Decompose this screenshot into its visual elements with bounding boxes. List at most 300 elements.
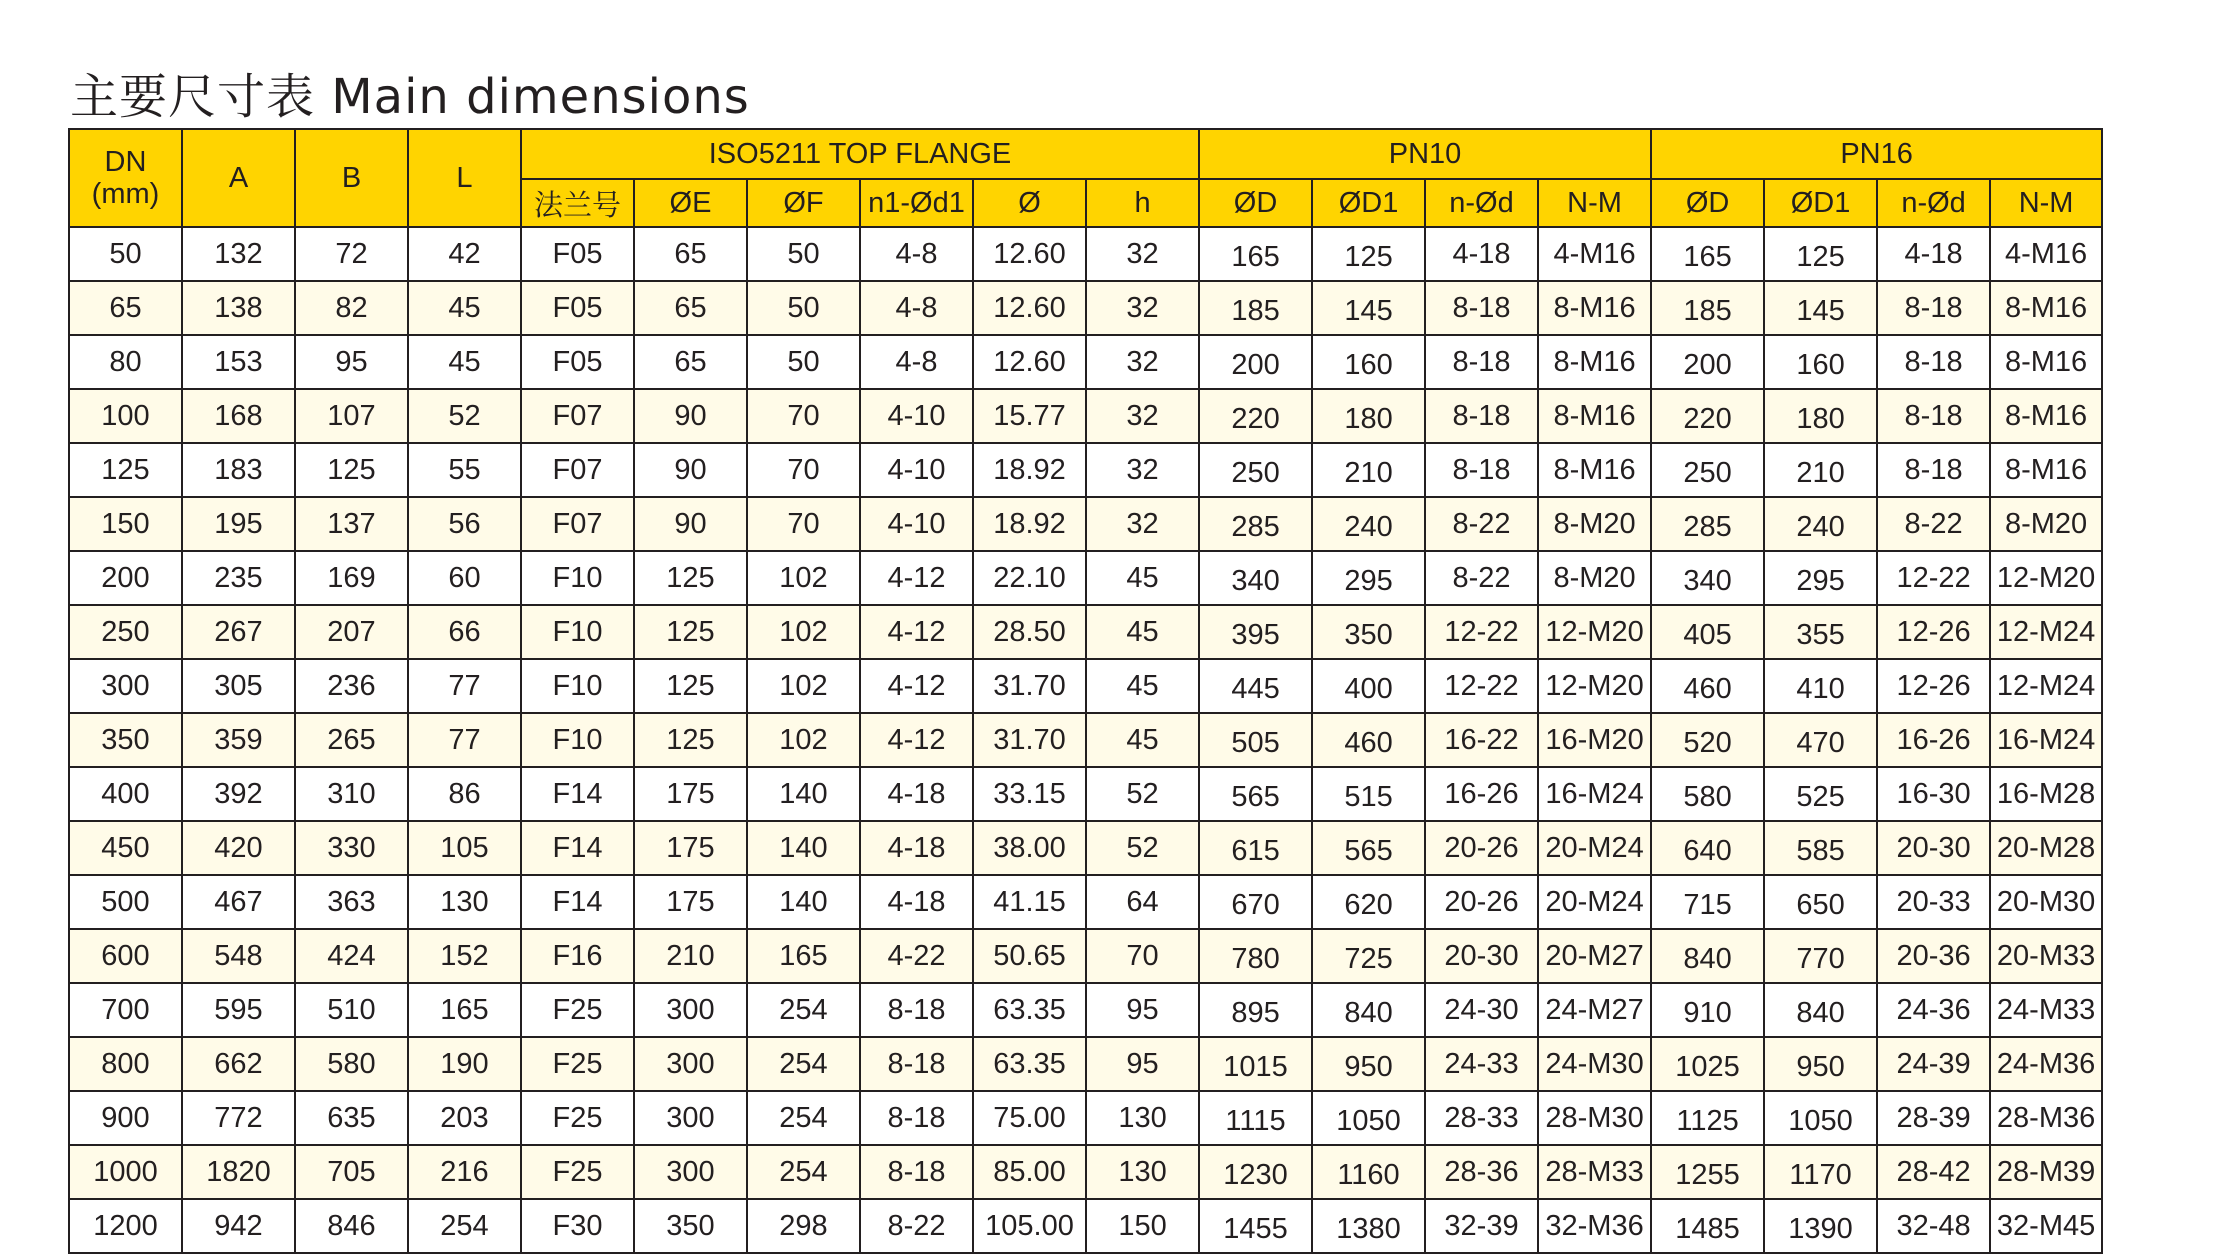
- cell-pn16-n-d: 32-48: [1877, 1199, 1990, 1253]
- cell-f: 254: [747, 1037, 860, 1091]
- cell-diameter: 15.77: [973, 389, 1086, 443]
- cell-e: 175: [634, 821, 747, 875]
- cell-h: 32: [1086, 335, 1199, 389]
- cell-h: 70: [1086, 929, 1199, 983]
- cell-f: 254: [747, 1091, 860, 1145]
- cell-pn10-n-d: 12-22: [1425, 605, 1538, 659]
- cell-pn16-d: 220: [1651, 389, 1764, 443]
- cell-l: 77: [408, 713, 521, 767]
- cell-b: 125: [295, 443, 408, 497]
- cell-dn: 125: [69, 443, 182, 497]
- cell-flange-no: F16: [521, 929, 634, 983]
- cell-pn16-n-d: 28-39: [1877, 1091, 1990, 1145]
- cell-pn16-d1: 470: [1764, 713, 1877, 767]
- cell-pn10-n-d: 8-22: [1425, 551, 1538, 605]
- cell-pn16-n-m: 16-M28: [1990, 767, 2102, 821]
- cell-pn16-d: 285: [1651, 497, 1764, 551]
- header-b: B: [295, 129, 408, 227]
- cell-pn10-d1: 210: [1312, 443, 1425, 497]
- table-row: [69, 821, 2102, 875]
- cell-b: 107: [295, 389, 408, 443]
- cell-f: 70: [747, 443, 860, 497]
- cell-h: 32: [1086, 389, 1199, 443]
- cell-n1-d1: 4-10: [860, 389, 973, 443]
- cell-l: 45: [408, 281, 521, 335]
- cell-pn10-n-m: 28-M33: [1538, 1145, 1651, 1199]
- cell-f: 140: [747, 875, 860, 929]
- cell-b: 846: [295, 1199, 408, 1253]
- table-row: [69, 497, 2102, 551]
- cell-b: 635: [295, 1091, 408, 1145]
- cell-pn10-d: 895: [1199, 983, 1312, 1037]
- cell-pn10-d: 565: [1199, 767, 1312, 821]
- cell-dn: 1000: [69, 1145, 182, 1199]
- cell-a: 1820: [182, 1145, 295, 1199]
- cell-pn16-n-m: 24-M33: [1990, 983, 2102, 1037]
- cell-n1-d1: 4-18: [860, 875, 973, 929]
- cell-pn16-n-m: 12-M24: [1990, 659, 2102, 713]
- cell-flange-no: F07: [521, 497, 634, 551]
- cell-pn10-d1: 1380: [1312, 1199, 1425, 1253]
- cell-l: 130: [408, 875, 521, 929]
- header-pn10: PN10: [1199, 129, 1651, 179]
- cell-diameter: 31.70: [973, 659, 1086, 713]
- cell-pn16-n-m: 28-M36: [1990, 1091, 2102, 1145]
- cell-e: 300: [634, 1037, 747, 1091]
- subheader-n1-d1: n1-Ød1: [860, 179, 973, 227]
- cell-n1-d1: 4-18: [860, 821, 973, 875]
- cell-b: 705: [295, 1145, 408, 1199]
- cell-e: 65: [634, 335, 747, 389]
- cell-n1-d1: 4-12: [860, 605, 973, 659]
- cell-pn16-n-m: 4-M16: [1990, 227, 2102, 281]
- cell-l: 55: [408, 443, 521, 497]
- cell-b: 363: [295, 875, 408, 929]
- cell-e: 350: [634, 1199, 747, 1253]
- cell-l: 66: [408, 605, 521, 659]
- cell-pn16-n-m: 16-M24: [1990, 713, 2102, 767]
- cell-pn10-d1: 240: [1312, 497, 1425, 551]
- cell-dn: 250: [69, 605, 182, 659]
- cell-flange-no: F07: [521, 443, 634, 497]
- cell-b: 236: [295, 659, 408, 713]
- cell-pn16-d: 1255: [1651, 1145, 1764, 1199]
- cell-l: 56: [408, 497, 521, 551]
- cell-pn10-n-d: 20-26: [1425, 821, 1538, 875]
- cell-pn16-d1: 125: [1764, 227, 1877, 281]
- cell-flange-no: F25: [521, 1037, 634, 1091]
- table-row: [69, 1091, 2102, 1145]
- cell-pn10-n-d: 8-18: [1425, 335, 1538, 389]
- cell-pn10-d: 220: [1199, 389, 1312, 443]
- cell-flange-no: F10: [521, 713, 634, 767]
- cell-dn: 50: [69, 227, 182, 281]
- cell-pn16-d1: 240: [1764, 497, 1877, 551]
- table-row: [69, 659, 2102, 713]
- cell-pn10-d1: 400: [1312, 659, 1425, 713]
- cell-e: 175: [634, 767, 747, 821]
- cell-pn10-n-d: 24-30: [1425, 983, 1538, 1037]
- cell-dn: 350: [69, 713, 182, 767]
- cell-pn10-d1: 125: [1312, 227, 1425, 281]
- cell-f: 102: [747, 605, 860, 659]
- cell-b: 72: [295, 227, 408, 281]
- cell-flange-no: F10: [521, 551, 634, 605]
- cell-dn: 500: [69, 875, 182, 929]
- cell-diameter: 12.60: [973, 227, 1086, 281]
- cell-dn: 150: [69, 497, 182, 551]
- cell-pn16-n-m: 8-M20: [1990, 497, 2102, 551]
- cell-n1-d1: 8-18: [860, 1037, 973, 1091]
- cell-flange-no: F07: [521, 389, 634, 443]
- cell-flange-no: F14: [521, 821, 634, 875]
- cell-flange-no: F05: [521, 227, 634, 281]
- cell-pn16-n-d: 8-18: [1877, 389, 1990, 443]
- cell-e: 65: [634, 281, 747, 335]
- header-dn: [69, 129, 182, 227]
- cell-pn10-n-d: 16-26: [1425, 767, 1538, 821]
- cell-h: 64: [1086, 875, 1199, 929]
- table-row: [69, 713, 2102, 767]
- cell-pn10-d: 445: [1199, 659, 1312, 713]
- cell-f: 254: [747, 1145, 860, 1199]
- cell-pn16-n-d: 8-18: [1877, 443, 1990, 497]
- cell-pn10-n-d: 8-22: [1425, 497, 1538, 551]
- table-row: [69, 875, 2102, 929]
- cell-pn16-n-d: 20-30: [1877, 821, 1990, 875]
- cell-pn10-d: 615: [1199, 821, 1312, 875]
- cell-pn16-n-d: 24-39: [1877, 1037, 1990, 1091]
- cell-a: 420: [182, 821, 295, 875]
- cell-pn10-n-m: 20-M24: [1538, 875, 1651, 929]
- cell-f: 102: [747, 659, 860, 713]
- cell-l: 254: [408, 1199, 521, 1253]
- cell-pn16-d1: 950: [1764, 1037, 1877, 1091]
- cell-b: 330: [295, 821, 408, 875]
- cell-pn16-d: 250: [1651, 443, 1764, 497]
- subheader-pn10-d1: ØD1: [1312, 179, 1425, 227]
- cell-pn16-d: 460: [1651, 659, 1764, 713]
- cell-pn16-d: 200: [1651, 335, 1764, 389]
- cell-diameter: 38.00: [973, 821, 1086, 875]
- cell-e: 300: [634, 983, 747, 1037]
- cell-pn10-n-d: 16-22: [1425, 713, 1538, 767]
- cell-pn10-d: 1230: [1199, 1145, 1312, 1199]
- cell-pn16-d1: 585: [1764, 821, 1877, 875]
- cell-diameter: 63.35: [973, 983, 1086, 1037]
- cell-pn10-n-m: 12-M20: [1538, 659, 1651, 713]
- cell-e: 125: [634, 659, 747, 713]
- cell-pn10-n-d: 8-18: [1425, 389, 1538, 443]
- table-row: [69, 335, 2102, 389]
- cell-pn16-n-m: 8-M16: [1990, 335, 2102, 389]
- header-l: L: [408, 129, 521, 227]
- cell-n1-d1: 4-22: [860, 929, 973, 983]
- header-pn16: PN16: [1651, 129, 2102, 179]
- cell-e: 90: [634, 443, 747, 497]
- cell-h: 32: [1086, 443, 1199, 497]
- header-dn-label: DN: [104, 146, 147, 178]
- subheader-pn10-n-m: N-M: [1538, 179, 1651, 227]
- cell-diameter: 18.92: [973, 497, 1086, 551]
- cell-a: 359: [182, 713, 295, 767]
- cell-b: 169: [295, 551, 408, 605]
- cell-pn16-n-m: 8-M16: [1990, 443, 2102, 497]
- cell-pn10-d1: 1050: [1312, 1091, 1425, 1145]
- cell-h: 32: [1086, 497, 1199, 551]
- cell-flange-no: F10: [521, 659, 634, 713]
- cell-e: 300: [634, 1091, 747, 1145]
- cell-pn10-n-d: 12-22: [1425, 659, 1538, 713]
- table-row: [69, 767, 2102, 821]
- cell-h: 95: [1086, 1037, 1199, 1091]
- cell-pn10-n-d: 4-18: [1425, 227, 1538, 281]
- cell-flange-no: F25: [521, 1145, 634, 1199]
- cell-pn10-d1: 725: [1312, 929, 1425, 983]
- cell-pn10-n-m: 8-M16: [1538, 389, 1651, 443]
- table-row: [69, 929, 2102, 983]
- cell-flange-no: F30: [521, 1199, 634, 1253]
- cell-a: 305: [182, 659, 295, 713]
- cell-n1-d1: 4-8: [860, 281, 973, 335]
- cell-pn10-n-m: 8-M16: [1538, 443, 1651, 497]
- cell-pn16-n-m: 32-M45: [1990, 1199, 2102, 1253]
- cell-pn10-n-m: 20-M24: [1538, 821, 1651, 875]
- cell-l: 165: [408, 983, 521, 1037]
- table-row: [69, 551, 2102, 605]
- cell-b: 137: [295, 497, 408, 551]
- cell-dn: 700: [69, 983, 182, 1037]
- cell-pn10-n-d: 8-18: [1425, 281, 1538, 335]
- cell-h: 150: [1086, 1199, 1199, 1253]
- cell-a: 548: [182, 929, 295, 983]
- cell-pn16-n-d: 8-18: [1877, 281, 1990, 335]
- cell-diameter: 50.65: [973, 929, 1086, 983]
- cell-pn10-d: 185: [1199, 281, 1312, 335]
- cell-pn16-n-m: 20-M33: [1990, 929, 2102, 983]
- cell-a: 772: [182, 1091, 295, 1145]
- cell-pn10-n-m: 8-M20: [1538, 551, 1651, 605]
- cell-diameter: 63.35: [973, 1037, 1086, 1091]
- table-row: [69, 389, 2102, 443]
- subheader-pn10-d: ØD: [1199, 179, 1312, 227]
- cell-pn16-n-d: 24-36: [1877, 983, 1990, 1037]
- cell-f: 140: [747, 821, 860, 875]
- cell-pn16-d1: 160: [1764, 335, 1877, 389]
- cell-a: 235: [182, 551, 295, 605]
- cell-pn16-d1: 840: [1764, 983, 1877, 1037]
- cell-pn10-d: 395: [1199, 605, 1312, 659]
- cell-b: 95: [295, 335, 408, 389]
- cell-n1-d1: 4-12: [860, 551, 973, 605]
- cell-h: 32: [1086, 227, 1199, 281]
- cell-pn10-n-d: 20-30: [1425, 929, 1538, 983]
- cell-h: 45: [1086, 713, 1199, 767]
- table-row: [69, 605, 2102, 659]
- cell-flange-no: F25: [521, 983, 634, 1037]
- cell-pn16-n-d: 12-26: [1877, 659, 1990, 713]
- cell-pn16-n-d: 12-22: [1877, 551, 1990, 605]
- cell-pn16-d1: 355: [1764, 605, 1877, 659]
- cell-pn16-d: 1025: [1651, 1037, 1764, 1091]
- cell-pn10-d1: 460: [1312, 713, 1425, 767]
- cell-l: 152: [408, 929, 521, 983]
- cell-pn16-d1: 145: [1764, 281, 1877, 335]
- cell-dn: 600: [69, 929, 182, 983]
- cell-dn: 65: [69, 281, 182, 335]
- cell-n1-d1: 8-22: [860, 1199, 973, 1253]
- cell-e: 300: [634, 1145, 747, 1199]
- cell-n1-d1: 4-18: [860, 767, 973, 821]
- cell-n1-d1: 8-18: [860, 983, 973, 1037]
- cell-dn: 450: [69, 821, 182, 875]
- cell-pn10-n-m: 28-M30: [1538, 1091, 1651, 1145]
- cell-f: 50: [747, 335, 860, 389]
- cell-pn16-n-m: 8-M16: [1990, 389, 2102, 443]
- cell-flange-no: F25: [521, 1091, 634, 1145]
- cell-n1-d1: 8-18: [860, 1145, 973, 1199]
- cell-e: 125: [634, 713, 747, 767]
- cell-a: 183: [182, 443, 295, 497]
- cell-e: 125: [634, 551, 747, 605]
- cell-dn: 80: [69, 335, 182, 389]
- cell-dn: 800: [69, 1037, 182, 1091]
- cell-e: 175: [634, 875, 747, 929]
- cell-n1-d1: 4-8: [860, 227, 973, 281]
- cell-e: 210: [634, 929, 747, 983]
- cell-a: 168: [182, 389, 295, 443]
- cell-pn10-n-m: 16-M24: [1538, 767, 1651, 821]
- cell-pn10-d: 1015: [1199, 1037, 1312, 1091]
- cell-pn16-d: 840: [1651, 929, 1764, 983]
- cell-e: 65: [634, 227, 747, 281]
- cell-n1-d1: 4-8: [860, 335, 973, 389]
- cell-pn10-n-d: 20-26: [1425, 875, 1538, 929]
- cell-n1-d1: 4-10: [860, 443, 973, 497]
- cell-l: 105: [408, 821, 521, 875]
- cell-pn10-d: 780: [1199, 929, 1312, 983]
- cell-l: 77: [408, 659, 521, 713]
- cell-pn16-d1: 210: [1764, 443, 1877, 497]
- cell-pn10-d: 200: [1199, 335, 1312, 389]
- subheader-pn10-n-d: n-Ød: [1425, 179, 1538, 227]
- cell-diameter: 85.00: [973, 1145, 1086, 1199]
- page-title: 主要尺寸表 Main dimensions: [70, 69, 750, 125]
- subheader-flange-no: 法兰号: [521, 179, 634, 227]
- cell-pn16-n-d: 20-33: [1877, 875, 1990, 929]
- cell-pn10-d1: 145: [1312, 281, 1425, 335]
- cell-pn16-d: 1485: [1651, 1199, 1764, 1253]
- cell-pn10-d1: 350: [1312, 605, 1425, 659]
- cell-h: 45: [1086, 659, 1199, 713]
- table-row: [69, 227, 2102, 281]
- cell-diameter: 12.60: [973, 335, 1086, 389]
- cell-a: 662: [182, 1037, 295, 1091]
- cell-pn16-d: 405: [1651, 605, 1764, 659]
- cell-pn10-d: 505: [1199, 713, 1312, 767]
- cell-pn10-n-m: 8-M16: [1538, 281, 1651, 335]
- cell-h: 52: [1086, 821, 1199, 875]
- cell-h: 130: [1086, 1091, 1199, 1145]
- cell-pn10-d1: 565: [1312, 821, 1425, 875]
- cell-f: 298: [747, 1199, 860, 1253]
- cell-pn16-d: 1125: [1651, 1091, 1764, 1145]
- cell-a: 942: [182, 1199, 295, 1253]
- cell-h: 130: [1086, 1145, 1199, 1199]
- cell-f: 50: [747, 227, 860, 281]
- cell-pn10-d1: 1160: [1312, 1145, 1425, 1199]
- subheader-pn16-n-m: N-M: [1990, 179, 2102, 227]
- cell-dn: 900: [69, 1091, 182, 1145]
- cell-a: 467: [182, 875, 295, 929]
- cell-b: 265: [295, 713, 408, 767]
- cell-pn10-n-d: 28-36: [1425, 1145, 1538, 1199]
- cell-pn10-d1: 160: [1312, 335, 1425, 389]
- cell-l: 190: [408, 1037, 521, 1091]
- cell-b: 207: [295, 605, 408, 659]
- cell-a: 267: [182, 605, 295, 659]
- cell-f: 165: [747, 929, 860, 983]
- cell-pn16-d1: 525: [1764, 767, 1877, 821]
- cell-pn10-d1: 180: [1312, 389, 1425, 443]
- cell-pn16-d1: 295: [1764, 551, 1877, 605]
- table-row: [69, 443, 2102, 497]
- cell-h: 95: [1086, 983, 1199, 1037]
- cell-l: 42: [408, 227, 521, 281]
- cell-l: 45: [408, 335, 521, 389]
- cell-pn10-d: 250: [1199, 443, 1312, 497]
- subheader-e: ØE: [634, 179, 747, 227]
- header-dn-unit: (mm): [91, 178, 160, 210]
- table-row: [69, 1199, 2102, 1253]
- cell-pn10-n-m: 4-M16: [1538, 227, 1651, 281]
- cell-flange-no: F10: [521, 605, 634, 659]
- cell-pn10-n-d: 24-33: [1425, 1037, 1538, 1091]
- cell-pn16-d: 715: [1651, 875, 1764, 929]
- cell-b: 580: [295, 1037, 408, 1091]
- cell-pn16-n-m: 8-M16: [1990, 281, 2102, 335]
- cell-pn10-d1: 840: [1312, 983, 1425, 1037]
- cell-pn10-d: 670: [1199, 875, 1312, 929]
- cell-pn10-n-m: 32-M36: [1538, 1199, 1651, 1253]
- cell-e: 125: [634, 605, 747, 659]
- cell-flange-no: F14: [521, 767, 634, 821]
- cell-b: 310: [295, 767, 408, 821]
- cell-pn16-d: 185: [1651, 281, 1764, 335]
- cell-pn10-n-m: 24-M30: [1538, 1037, 1651, 1091]
- cell-l: 60: [408, 551, 521, 605]
- cell-n1-d1: 4-12: [860, 713, 973, 767]
- cell-dn: 400: [69, 767, 182, 821]
- cell-l: 52: [408, 389, 521, 443]
- header-iso5211-top-flange: ISO5211 TOP FLANGE: [521, 129, 1199, 179]
- cell-pn16-d1: 410: [1764, 659, 1877, 713]
- cell-l: 86: [408, 767, 521, 821]
- table-row: [69, 1145, 2102, 1199]
- cell-pn16-d: 165: [1651, 227, 1764, 281]
- cell-f: 254: [747, 983, 860, 1037]
- cell-flange-no: F05: [521, 281, 634, 335]
- cell-pn16-d1: 1170: [1764, 1145, 1877, 1199]
- cell-dn: 200: [69, 551, 182, 605]
- subheader-h: h: [1086, 179, 1199, 227]
- cell-pn10-n-m: 20-M27: [1538, 929, 1651, 983]
- cell-pn16-d1: 650: [1764, 875, 1877, 929]
- cell-e: 90: [634, 497, 747, 551]
- cell-pn10-d1: 950: [1312, 1037, 1425, 1091]
- cell-pn16-n-d: 16-30: [1877, 767, 1990, 821]
- cell-pn16-n-d: 20-36: [1877, 929, 1990, 983]
